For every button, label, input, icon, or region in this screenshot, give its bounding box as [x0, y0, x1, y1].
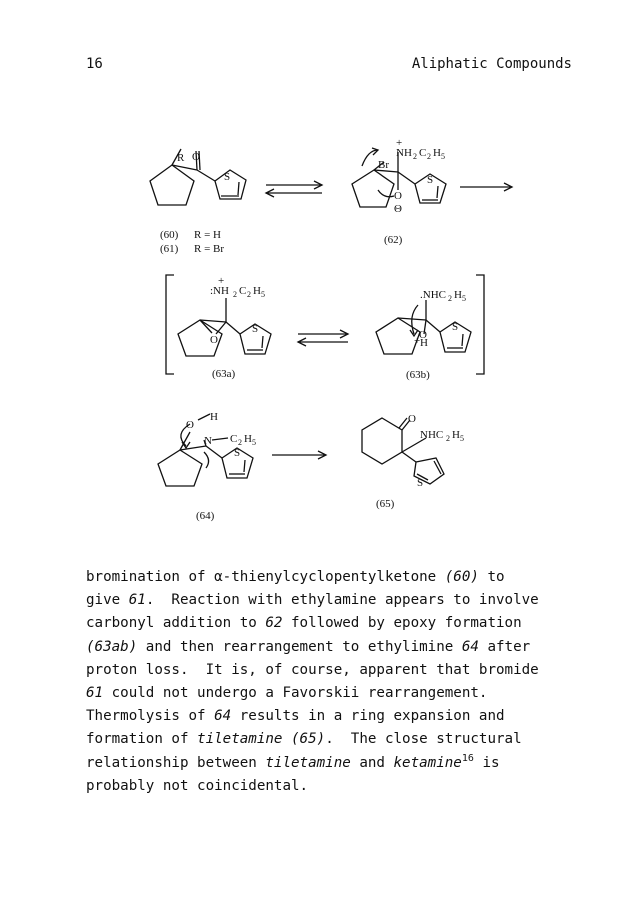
label-62: (62)	[384, 234, 403, 246]
svg-text:2: 2	[238, 438, 242, 447]
atom-plus: +	[396, 137, 403, 149]
label-r-h: R = H	[194, 229, 221, 241]
page-number: 16	[86, 56, 103, 72]
atom-h-63b: H	[420, 337, 428, 349]
atom-nh-63a: :NH	[210, 285, 229, 297]
atom-s-63b: S	[452, 321, 459, 333]
svg-text:H: H	[433, 147, 441, 159]
atom-s-62: S	[427, 174, 434, 186]
compound-64-structure	[158, 411, 256, 486]
left-bracket	[166, 275, 174, 374]
equilibrium-arrow-1	[266, 181, 322, 197]
label-60: (60)	[160, 229, 179, 241]
reaction-arrow-1	[460, 183, 512, 191]
text-line: formation of tiletamine (65). The close structural	[86, 731, 522, 748]
compound-60-structure	[150, 149, 246, 205]
svg-text:5: 5	[441, 152, 445, 161]
text-line: Thermolysis of 64 results in a ring expansion and	[86, 708, 505, 725]
svg-text:2: 2	[448, 294, 452, 303]
text-line: carbonyl addition to 62 followed by epoxy formation	[86, 615, 522, 632]
svg-text:H: H	[253, 285, 261, 297]
svg-text:2: 2	[233, 290, 237, 299]
svg-text:C: C	[239, 285, 247, 297]
atom-plus-63b: +	[414, 335, 421, 347]
svg-text:5: 5	[252, 438, 256, 447]
text-line: proton loss. It is, of course, apparent that bromide	[86, 661, 539, 678]
text-line: 61 could not undergo a Favorskii rearrangement.	[86, 685, 488, 702]
atom-minus: Θ	[394, 203, 402, 215]
atom-o-62: O	[394, 190, 402, 202]
atom-r: R	[177, 152, 185, 164]
svg-text:H: H	[454, 289, 462, 301]
svg-text:2: 2	[446, 434, 450, 443]
atom-nhc-63b: .NHC	[420, 289, 446, 301]
atom-o-64: O	[186, 419, 194, 431]
svg-text:C: C	[419, 147, 427, 159]
label-64: (64)	[196, 510, 215, 522]
atom-h-64: H	[210, 411, 218, 423]
equilibrium-arrow-2	[298, 330, 348, 346]
atom-n-64: N	[204, 435, 212, 447]
label-63a: (63a)	[212, 368, 236, 380]
atom-s-63a: S	[252, 323, 259, 335]
svg-text:2: 2	[427, 152, 431, 161]
svg-text:H: H	[244, 433, 252, 445]
atom-plus-63a: +	[218, 275, 225, 287]
svg-text:2: 2	[413, 152, 417, 161]
label-63b: (63b)	[406, 369, 430, 381]
atom-o-65: O	[408, 413, 416, 425]
compound-65-structure	[362, 413, 464, 489]
right-bracket	[476, 275, 484, 374]
label-r-br: R = Br	[194, 243, 225, 255]
reaction-arrow-2	[272, 451, 326, 459]
svg-text:5: 5	[261, 290, 265, 299]
atom-o-63a: O	[210, 334, 218, 346]
atom-o-63b: O	[419, 329, 427, 341]
label-61: (61)	[160, 243, 179, 255]
svg-text:C: C	[230, 433, 238, 445]
body-paragraph	[86, 566, 586, 798]
atom-s-65: S	[417, 477, 424, 489]
text-line: (63ab) and then rearrangement to ethylimine 64 after	[86, 638, 531, 655]
compound-63a-structure	[178, 275, 271, 356]
label-65: (65)	[376, 498, 395, 510]
text-line: bromination of α-thienylcyclopentylketone (60) to	[86, 569, 505, 585]
atom-s: S	[224, 171, 231, 183]
atom-nhc-65: NHC	[420, 429, 444, 441]
running-head: Aliphatic Compounds	[411, 56, 572, 72]
svg-text:2: 2	[247, 290, 251, 299]
text-line: probably not coincidental.	[86, 777, 309, 794]
text-line: give 61. Reaction with ethylamine appears to involve	[86, 592, 539, 609]
svg-text:5: 5	[460, 434, 464, 443]
svg-text:H: H	[452, 429, 460, 441]
text-line: relationship between tiletamine and ketamine$^{16}$ is	[86, 752, 500, 771]
svg-text:5: 5	[462, 294, 466, 303]
compound-62-structure	[352, 137, 446, 215]
atom-o: O	[192, 151, 200, 163]
atom-nh: NH	[396, 147, 412, 159]
compound-63b-structure	[376, 289, 471, 354]
atom-s-64: S	[234, 447, 241, 459]
atom-br: Br	[378, 159, 389, 171]
